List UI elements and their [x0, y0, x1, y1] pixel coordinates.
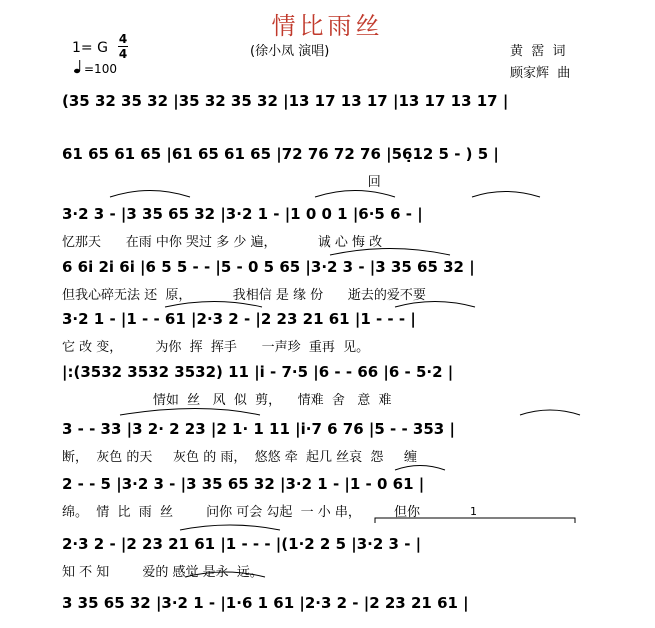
singer-credit: (徐小凤 演唱): [250, 44, 330, 59]
lyric-row: 忆那天 在雨 中你 哭过 多 少 遍， 诚 心 悔 改: [62, 235, 383, 250]
notation-row: 2·3 2 - |2 23 21 61 |1 - - - |(1·2 2 5 |3·2 3 - |: [62, 535, 422, 553]
quarter-note-icon: [74, 60, 82, 74]
tempo-marking: =100: [84, 62, 117, 76]
key-signature: 1= G: [72, 40, 108, 56]
notation-row: 61 65 61 65 |61 65 61 65 |72 76 72 76 |56̣12 5 - ) 5 |: [62, 145, 499, 163]
lyric-row: 绵。 情 比 雨 丝 问你 可会 勾起 一 小 串， 但你: [62, 505, 420, 520]
time-signature: [118, 33, 128, 60]
lyric-row: 回: [62, 175, 381, 190]
notation-row: 2 - - 5 |3·2 3 - |3 35 65 32 |3·2 1 - |1 - 0 61 |: [62, 475, 425, 493]
notation-row: (35 32 35 32 |35 32 35 32 |13 17 13 17 |13 17 13 17 |: [62, 92, 509, 110]
notation-row: |:(3532 3532 3532) 11 |i - 7·5 |6 - - 66 |6 - 5·2 |: [62, 363, 454, 381]
lyric-row: 但我心碎无法 还 原， 我相信 是 缘 份 逝去的爱不要: [62, 288, 426, 303]
song-title: 情比雨丝: [271, 12, 384, 40]
notation-row: 3 - - 33 |3 2· 2 23 |2 1· 1 11 |i·7 6 76 |5 - - 353 |: [62, 420, 455, 438]
volta-number: 1: [470, 505, 477, 518]
time-sig-top: 4: [118, 32, 128, 46]
lyric-row: 它 改 变， 为你 挥 挥手 一声珍 重再 见。: [62, 340, 370, 355]
lyricist-credit: 黄 霑 词: [510, 44, 566, 59]
lyric-row: 断， 灰色 的天 灰色 的 雨， 悠悠 牵 起几 丝哀 怨 缠: [62, 450, 418, 465]
lyric-row: 知 不 知 爱的 感觉 是永 远。: [62, 565, 263, 580]
notation-row: 3 35 65 32 |3·2 1 - |1·6 1 61 |2·3 2 - |2 23 21 61 |: [62, 594, 469, 612]
notation-row: 3·2 1 - |1 - - 61 |2·3 2 - |2 23 21 61 |1 - - - |: [62, 310, 416, 328]
notation-row: 6 6i 2i 6i |6 5 5 - - |5 - 0 5 65 |3·2 3 - |3 35 65 32 |: [62, 258, 475, 276]
time-sig-bottom: 4: [118, 47, 128, 61]
lyric-row: 情如 丝 风 似 剪， 情难 舍 意 难: [62, 393, 392, 408]
notation-row: 3·2 3 - |3 35 65 32 |3·2 1 - |1 0 0 1 |6·5 6 - |: [62, 205, 423, 223]
composer-credit: 顾家辉 曲: [510, 66, 571, 81]
